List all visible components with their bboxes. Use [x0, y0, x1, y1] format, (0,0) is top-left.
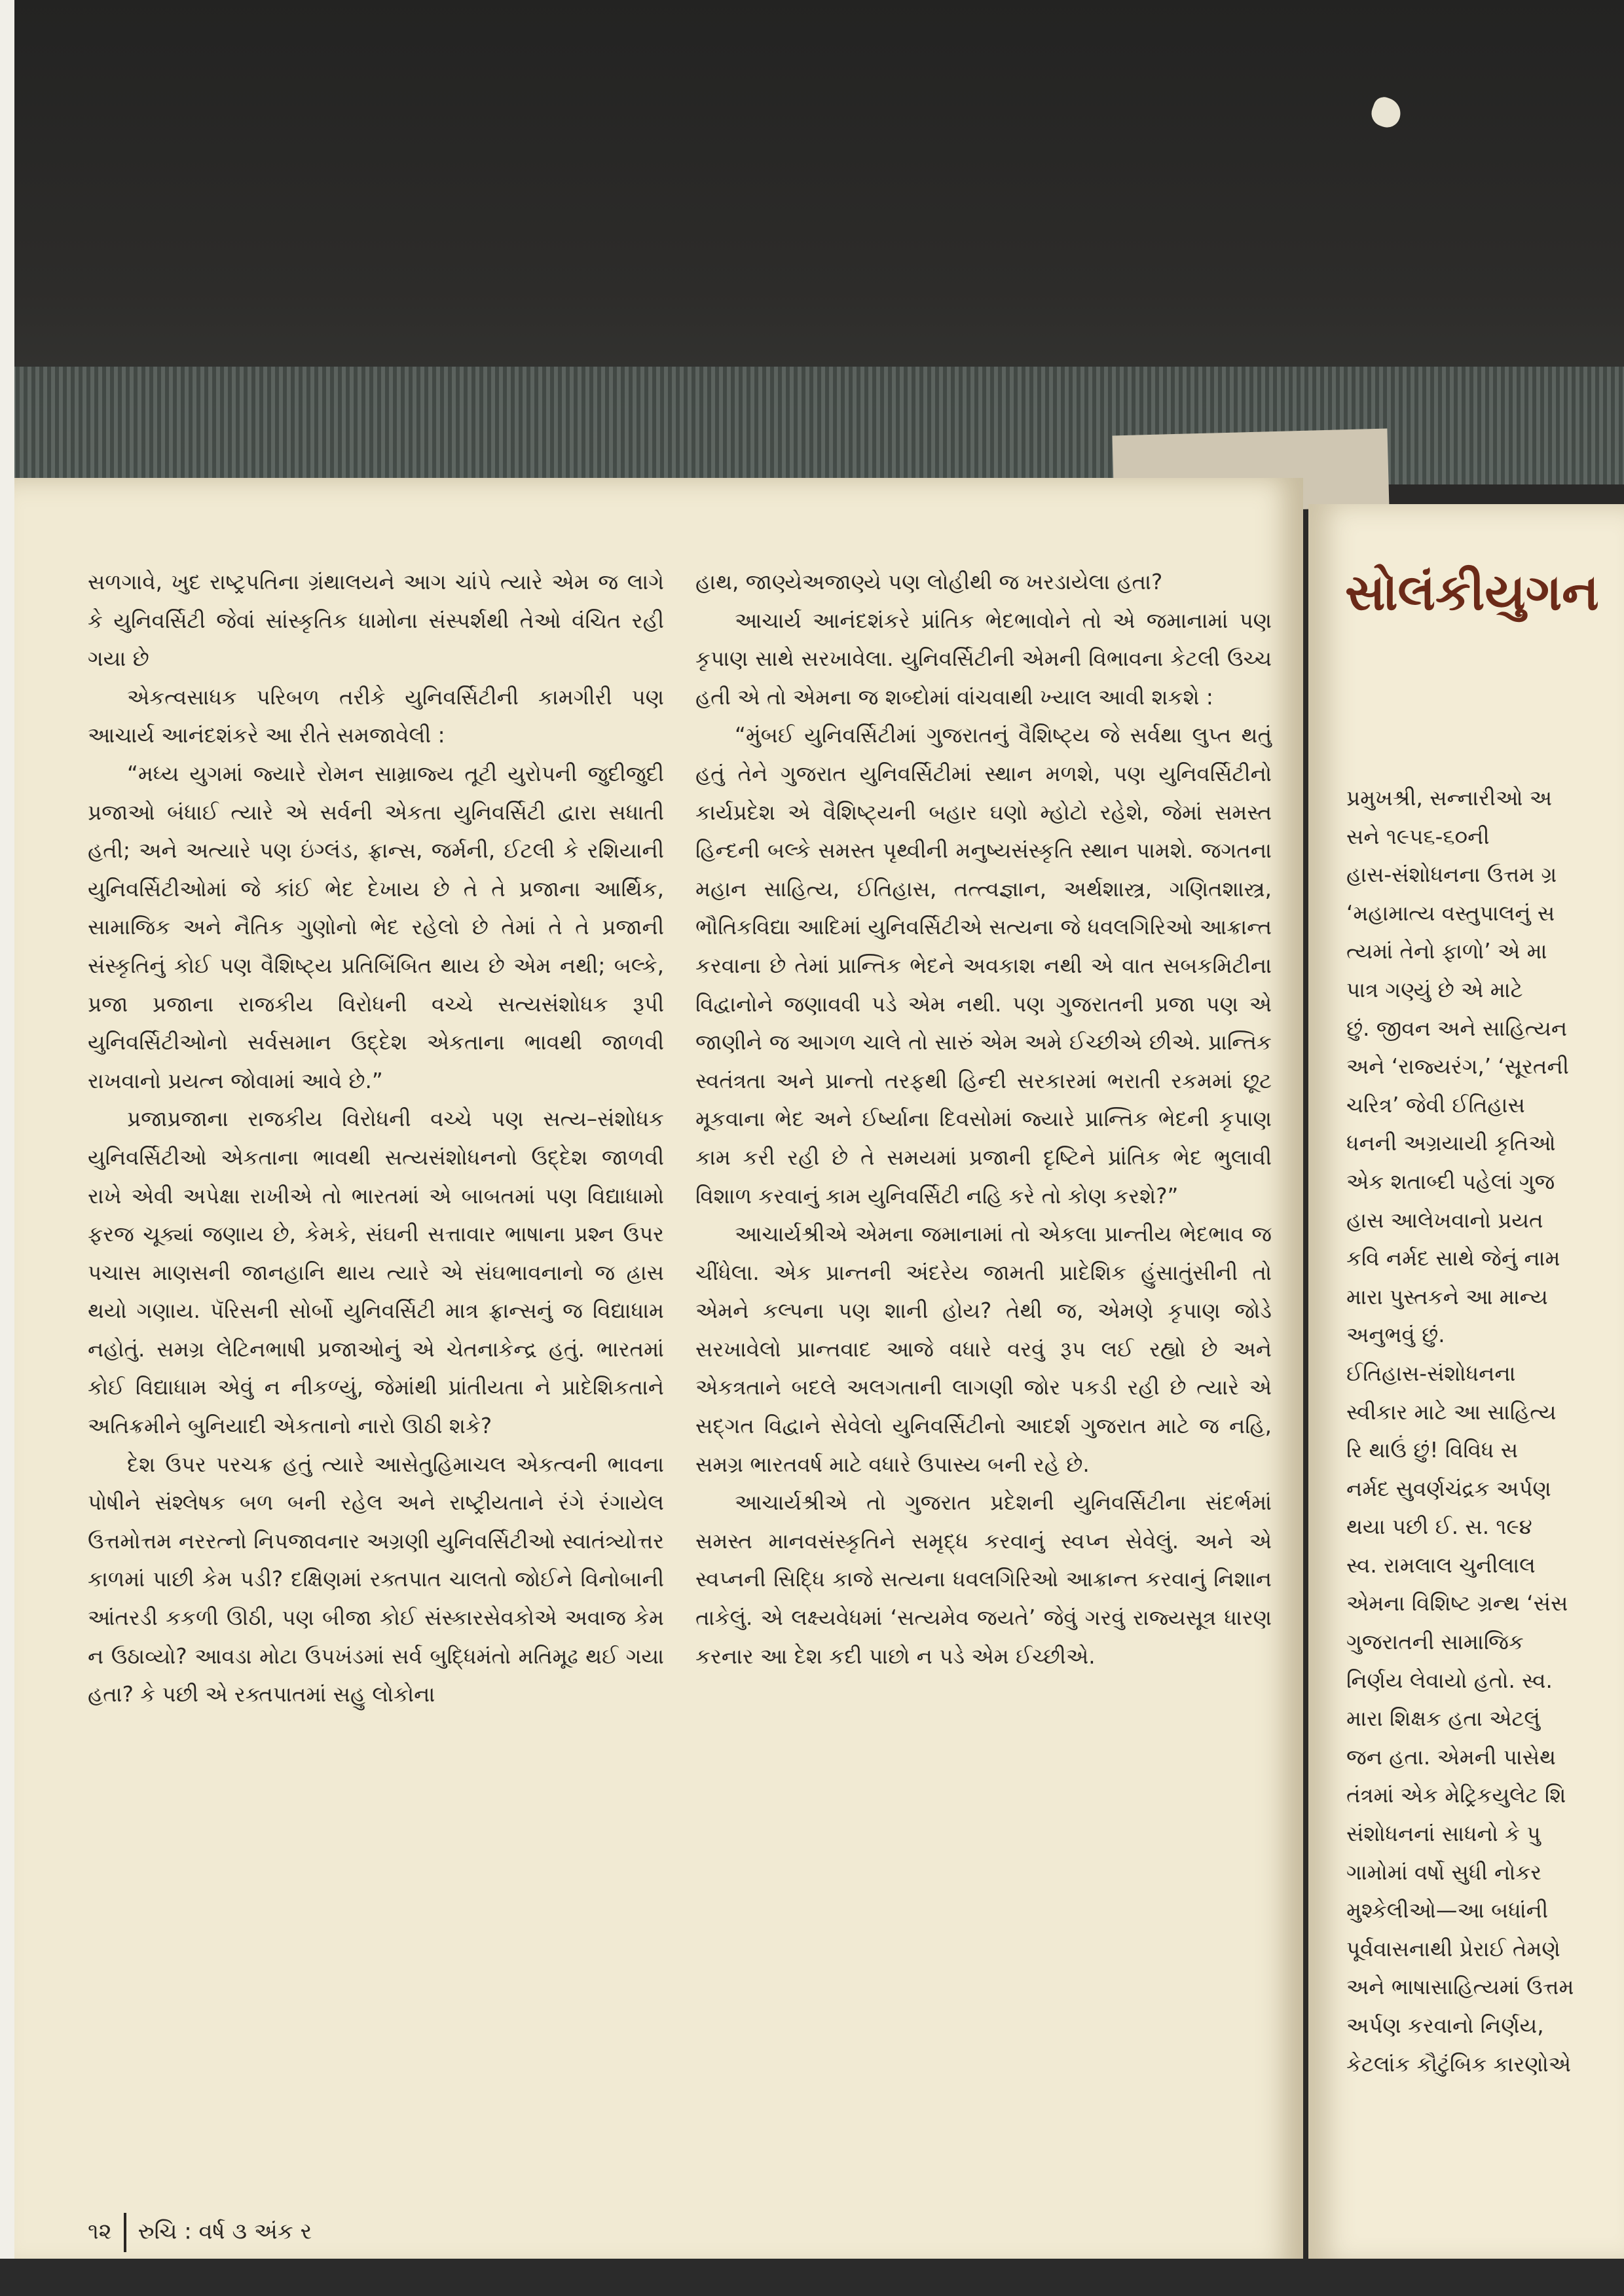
text-line: અને ‘રાજ્યરંગ,’ ‘સૂરતની	[1346, 1054, 1569, 1080]
text-line: નિર્ણય લેવાયો હતો. સ્વ.	[1346, 1667, 1553, 1693]
paragraph: એકત્વસાધક પરિબળ તરીકે યુનિવર્સિટીની કામગીરી પણ આચાર્ય આનંદશંકરે આ રીતે સમજાવેલી :	[88, 684, 664, 748]
text-line: પૂર્વવાસનાથી પ્રેરાઈ તેમણે	[1346, 1936, 1560, 1961]
text-line: હાસ આલેખવાનો પ્રયત	[1346, 1207, 1543, 1233]
text-line: ધનની અગ્રયાયી કૃતિઓ	[1346, 1131, 1556, 1156]
page-footer	[88, 2213, 312, 2252]
text-line: મારા પુસ્તકને આ માન્ય	[1346, 1284, 1548, 1309]
text-line: કેટલાંક કૌટુંબિક કારણોએ	[1346, 2051, 1572, 2077]
text-line: અનુભવું છું.	[1346, 1322, 1445, 1348]
text-line: સ્વ. રામલાલ ચુનીલાલ	[1346, 1552, 1536, 1578]
text-line: અર્પણ કરવાનો નિર્ણય,	[1346, 2013, 1544, 2038]
right-column-text	[1346, 779, 1624, 2083]
text-line: ગામોમાં વર્ષો સુધી નોકર	[1346, 1859, 1542, 1885]
text-line: પ્રમુખશ્રી, સન્નારીઓ અ	[1346, 786, 1553, 811]
article-title: સોલંકીયુગન	[1345, 563, 1599, 621]
text-line: ચરિત્ર’ જેવી ઈતિહાસ	[1346, 1092, 1525, 1118]
text-line: જન હતા. એમની પાસેથ	[1346, 1744, 1556, 1770]
paragraph: આચાર્યશ્રીએ તો ગુજરાત પ્રદેશની યુનિવર્સિટીના સંદર્ભમાં સમસ્ત માનવસંસ્કૃતિને સમૃદ્ધ કરવાનું સ્વપ્ન સેવેલું. અને એ સ્વપ્નની સિદ્ધિ કાજે સત્યના ધવલગિરિઓ આક્રાન્ત કરવાનું નિશાન તાકેલું. એ લક્ષ્યવેધમાં ‘સત્યમેવ જયતે’ જેવું ગરવું રાજ્યસૂત્ર ધારણ કરનાર આ દેશ કદી પાછો ન પડે એમ ઈચ્છીએ.	[695, 1490, 1272, 1669]
text-line: પાત્ર ગણ્યું છે એ માટે	[1346, 977, 1523, 1002]
text-line: થયા પછી ઈ. સ. ૧૯૪	[1346, 1514, 1532, 1540]
text-line: નર્મદ સુવર્ણચંદ્રક અર્પણ	[1346, 1476, 1551, 1501]
text-line: ઈતિહાસ-સંશોધનના	[1346, 1360, 1516, 1386]
text-line: મારા શિક્ષક હતા એટલું	[1346, 1706, 1540, 1732]
paragraph: “મુંબઈ યુનિવર્સિટીમાં ગુજરાતનું વૈશિષ્ટ્ય જે સર્વથા લુપ્ત થતું હતું તેને ગુજરાત યુનિવર્સિટીમાં સ્થાન મળશે, પણ યુનિવર્સિટીનો કાર્યપ્રદેશ એ વૈશિષ્ટ્યની બહાર ઘણો મ્હોટો રહેશે, જેમાં સમસ્ત હિન્દની બલ્કે સમસ્ત પૃથ્વીની મનુષ્યસંસ્કૃતિ સ્થાન પામશે. જગતના મહાન સાહિત્ય, ઈતિહાસ, તત્ત્વજ્ઞાન, અર્થશાસ્ત્ર, ગણિતશાસ્ત્ર, ભૌતિકવિદ્યા આદિમાં યુનિવર્સિટીએ સત્યના જે ધવલગિરિઓ આક્રાન્ત કરવાના છે તેમાં પ્રાન્તિક ભેદને અવકાશ નથી એ વાત સબકમિટીના વિદ્વાનોને જણાવવી પડે એમ નથી. પણ ગુજરાતની પ્રજા પણ એ જાણીને જ આગળ ચાલે તો સારું એમ અમે ઈચ્છીએ છીએ. પ્રાન્તિક સ્વતંત્રતા અને પ્રાન્તો તરફથી હિન્દી સરકારમાં ભરાતી રકમમાં છૂટ મૂકવાના ભેદ અને ઈર્ષ્યાના દિવસોમાં જ્યારે પ્રાન્તિક ભેદની કૃપાણ કામ કરી રહી છે તે સમયમાં પ્રજાની દૃષ્ટિને પ્રાંતિક ભેદ ભુલાવી વિશાળ કરવાનું કામ યુનિવર્સિટી નહિ કરે તો કોણ કરશે?”	[695, 723, 1272, 1209]
text-line: સ્વીકાર માટે આ સાહિત્ય	[1346, 1399, 1557, 1425]
text-line: એમના વિશિષ્ટ ગ્રન્થ ‘સંસ	[1346, 1591, 1568, 1616]
footer-divider	[124, 2213, 126, 2252]
text-line: ‘મહામાત્ય વસ્તુપાલનું સ	[1346, 900, 1555, 926]
paragraph: સળગાવે, ખુદ રાષ્ટ્રપતિના ગ્રંથાલયને આગ ચાંપે ત્યારે એમ જ લાગે કે યુનિવર્સિટી જેવાં સાંસ્કૃતિક ધામોના સંસ્પર્શથી તેઓ વંચિત રહી ગયા છે	[88, 570, 664, 672]
scan-left-margin	[0, 0, 14, 2296]
middle-column-text	[695, 563, 1272, 1675]
page-number: ૧૨	[88, 2218, 112, 2245]
text-line: તંત્રમાં એક મેટ્રિકયુલેટ શિ	[1346, 1783, 1566, 1808]
text-line: મુશ્કેલીઓ—આ બધાંની	[1346, 1898, 1549, 1923]
left-page	[14, 478, 1303, 2272]
paragraph: આચાર્ય આનંદશંકરે પ્રાંતિક ભેદભાવોને તો એ જમાનામાં પણ કૃપાણ સાથે સરખાવેલા. યુનિવર્સિટીની એમની વિભાવના કેટલી ઉચ્ચ હતી એ તો એમના જ શબ્દોમાં વાંચવાથી ખ્યાલ આવી શકશે :	[695, 608, 1272, 710]
text-line: ગુજરાતની સામાજિક	[1346, 1630, 1524, 1655]
paragraph: હાથ, જાણ્યેઅજાણ્યે પણ લોહીથી જ ખરડાયેલા હતા?	[695, 570, 1163, 594]
scanner-bottom-edge	[0, 2259, 1624, 2296]
text-line: સંશોધનનાં સાધનો કે પુ	[1346, 1821, 1541, 1847]
text-line: ત્યમાં તેનો ફાળો’ એ મા	[1346, 939, 1547, 964]
text-line: કવિ નર્મદ સાથે જેનું નામ	[1346, 1246, 1560, 1271]
text-line: છું. જીવન અને સાહિત્યન	[1346, 1015, 1568, 1041]
text-line: એક શતાબ્દી પહેલાં ગુજ	[1346, 1169, 1555, 1194]
text-line: હાસ-સંશોધનના ઉત્તમ ગ્ર	[1346, 862, 1557, 888]
left-column-text	[88, 563, 664, 1714]
right-page	[1308, 504, 1624, 2265]
text-line: રિ થાઉં છું! વિવિધ સ	[1346, 1438, 1519, 1463]
paragraph: “મધ્ય યુગમાં જ્યારે રોમન સામ્રાજ્ય તૂટી યુરોપની જુદીજુદી પ્રજાઓ બંધાઈ ત્યારે એ સર્વની એકતા યુનિવર્સિટી દ્વારા સધાતી હતી; અને અત્યારે પણ ઇંગ્લંડ, ફ્રાન્સ, જર્મની, ઈટલી કે રશિયાની યુનિવર્સિટીઓમાં જે કાંઈ ભેદ દેખાય છે તે તે પ્રજાના આર્થિક, સામાજિક અને નૈતિક ગુણોનો ભેદ રહેલો છે તેમાં તે તે પ્રજાની સંસ્કૃતિનું કોઈ પણ વૈશિષ્ટ્ય પ્રતિબિંબિત થાય છે એમ નથી; બલ્કે, પ્રજા પ્રજાના રાજકીય વિરોધની વચ્ચે સત્યસંશોધક રૂપી યુનિવર્સિટીઓનો સર્વસમાન ઉદ્દેશ એકતાના ભાવથી જાળવી રાખવાનો પ્રયત્ન જોવામાં આવે છે.”	[88, 761, 664, 1093]
journal-issue: રુચિ : વર્ષ ૩ અંક ર	[138, 2218, 312, 2245]
text-line: અને ભાષાસાહિત્યમાં ઉત્તમ	[1346, 1975, 1574, 2000]
paragraph: પ્રજાપ્રજાના રાજકીય વિરોધની વચ્ચે પણ સત્ય–સંશોધક યુનિવર્સિટીઓ એકતાના ભાવથી સત્યસંશોધનનો ઉદ્દેશ જાળવી રાખે એવી અપેક્ષા રાખીએ તો ભારતમાં એ બાબતમાં પણ વિદ્યાધામો ફરજ ચૂક્યાં જણાય છે, કેમકે, સંઘની સત્તાવાર ભાષાના પ્રશ્ન ઉપર પચાસ માણસની જાનહાનિ થાય ત્યારે એ સંઘભાવનાનો જ હ્રાસ થયો ગણાય. પૅરિસની સોર્બો યુનિવર્સિટી માત્ર ફ્રાન્સનું જ વિદ્યાધામ નહોતું. સમગ્ર લેટિનભાષી પ્રજાઓનું એ ચેતનાકેન્દ્ર હતું. ભારતમાં કોઈ વિદ્યાધામ એવું ન નીકળ્યું, જેમાંથી પ્રાંતીયતા ને પ્રાદેશિકતાને અતિક્રમીને બુનિયાદી એકતાનો નારો ઊઠી શકે?	[88, 1106, 664, 1439]
paragraph: દેશ ઉપર પરચક્ર હતું ત્યારે આસેતુહિમાચલ એકત્વની ભાવના પોષીને સંશ્લેષક બળ બની રહેલ અને રાષ્ટ્રીયતાને રંગે રંગાયેલ ઉત્તમોત્તમ નરરત્નો નિપજાવનાર અગ્રણી યુનિવર્સિટીઓ સ્વાતંત્ર્યોત્તર કાળમાં પાછી કેમ પડી? દક્ષિણમાં રક્તપાત ચાલતો જોઈને વિનોબાની આંતરડી કકળી ઊઠી, પણ બીજા કોઈ સંસ્કારસેવકોએ અવાજ કેમ ન ઉઠાવ્યો? આવડા મોટા ઉપખંડમાં સર્વ બુદ્ધિમંતો મતિમૂઢ થઈ ગયા હતા? કે પછી એ રક્તપાતમાં સહુ લોકોના	[88, 1451, 664, 1707]
text-line: સને ૧૯૫૬-૬૦ની	[1346, 824, 1490, 849]
paragraph: આચાર્યશ્રીએ એમના જમાનામાં તો એકલા પ્રાન્તીય ભેદભાવ જ ચીંધેલા. એક પ્રાન્તની અંદરેય જામતી પ્રાદેશિક હુંસાતુંસીની તો એમને કલ્પના પણ શાની હોય? તેથી જ, એમણે કૃપાણ જોડે સરખાવેલો પ્રાન્તવાદ આજે વધારે વરવું રૂપ લઈ રહ્યો છે અને એકત્રતાને બદલે અલગતાની લાગણી જોર પકડી રહી છે ત્યારે એ સદ્ગત વિદ્વાને સેવેલો યુનિવર્સિટીનો આદર્શ ગુજરાત માટે જ નહિ, સમગ્ર ભારતવર્ષ માટે વધારે ઉપાસ્ય બની રહે છે.	[695, 1222, 1272, 1477]
